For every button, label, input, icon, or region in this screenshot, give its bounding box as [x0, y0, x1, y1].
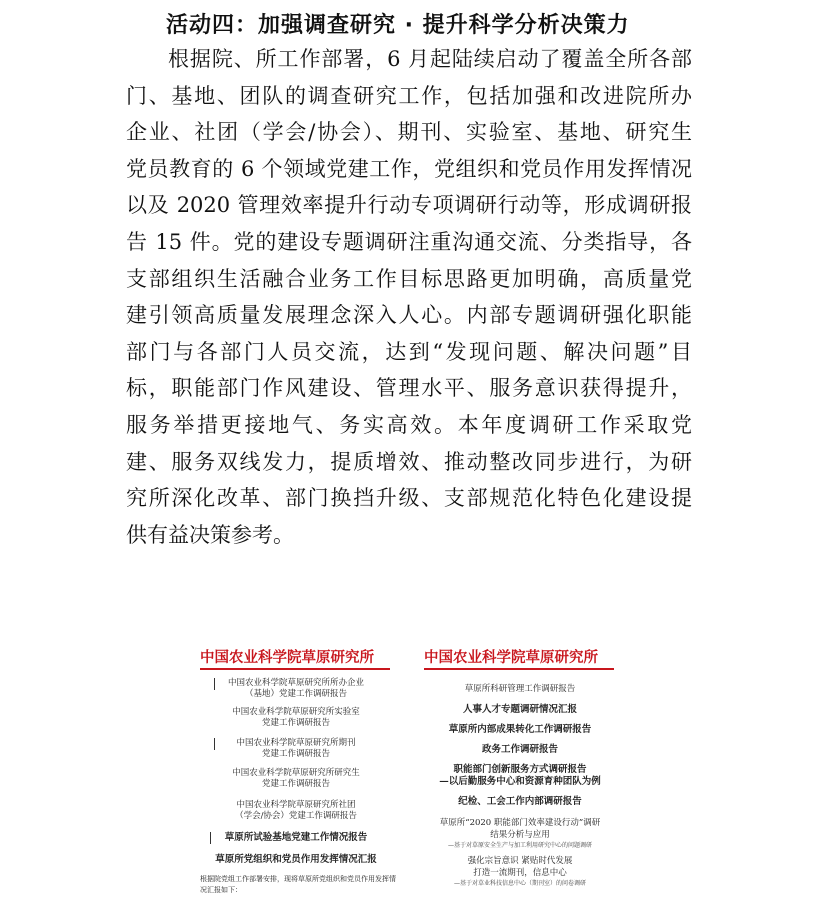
report-title-line: 中国农业科学院草原研究所研究生: [232, 768, 360, 778]
report-title-line: —基于对草业科技信息中心（期刊室）的问卷调研: [453, 880, 586, 887]
report-title-line: 职能部门创新服务方式调研报告: [453, 764, 587, 775]
cursor-bar: [210, 832, 211, 844]
report-title-line: 草原所试验基地党建工作情况报告: [224, 832, 368, 843]
report-title-line: —基于对草原安全生产与加工利用研究中心的问题调研: [447, 842, 592, 849]
paragraph-line: 建、服务双线发力，提质增效、推动整改同步进行，为研: [126, 449, 692, 474]
paragraph-line: 党员教育的 6 个领域党建工作，党组织和党员作用发挥情况: [126, 156, 692, 181]
report-title-line: 党建工作调研报告: [261, 779, 330, 789]
report-title-line: 中国农业科学院草原研究所期刊: [236, 738, 356, 748]
header-rule: [200, 668, 390, 670]
report-title-line: 党建工作调研报告: [261, 749, 330, 759]
report-title-line: 政务工作调研报告: [481, 744, 558, 755]
paragraph-line: 部门与各部门人员交流，达到“发现问题、解决问题”目: [126, 339, 692, 364]
paragraph-line: 究所深化改革、部门换挡升级、支部规范化特色化建设提: [126, 486, 692, 511]
paragraph-line: 支部组织生活融合业务工作目标思路更加明确，高质量党: [126, 266, 692, 291]
report-title-line: （学会/协会）党建工作调研报告: [235, 811, 357, 821]
report-title-line: 人事人才专题调研情况汇报: [462, 704, 577, 715]
report-title-line: 草原所内部成果转化工作调研报告: [448, 724, 592, 735]
paragraph-line: 根据院、所工作部署，6 月起陆续启动了覆盖全所各部: [168, 47, 692, 71]
report-title-line: 中国农业科学院草原研究所所办企业: [227, 678, 364, 688]
paragraph-line: 企业、社团（学会/协会）、期刊、实验室、基地、研究生: [126, 120, 692, 145]
report-title-line: —以后勤服务中心和资源育种团队为例: [439, 776, 601, 787]
paragraph-line: 服务举措更接地气、务实高效。本年度调研工作采取党: [126, 413, 692, 437]
report-title-line: 中国农业科学院草原研究所社团: [236, 800, 356, 810]
paragraph-line: 以及 2020 管理效率提升行动专项调研行动等，形成调研报: [126, 193, 692, 218]
report-title-line: 党建工作调研报告: [261, 718, 330, 728]
report-title-line: 打造一流期刊，信息中心: [473, 868, 567, 878]
paragraph-line: 标，职能部门作风建设、管理水平、服务意识获得提升，: [126, 376, 692, 401]
report-title-line: 草原所“2020 职能部门效率建设行动”调研: [439, 818, 601, 828]
report-cover-right: [420, 640, 620, 904]
cursor-bar: [214, 738, 215, 750]
report-title-line: 结果分析与应用: [490, 830, 550, 840]
report-title-line: 强化宗旨意识 紧贴时代发展: [467, 856, 573, 866]
header-rule: [424, 668, 614, 670]
paragraph-line: 门、基地、团队的调查研究工作，包括加强和改进院所办: [126, 83, 692, 108]
report-title-line: （基地）党建工作调研报告: [244, 689, 347, 699]
report-title-line: 中国农业科学院草原研究所实验室: [232, 707, 360, 717]
cursor-bar: [214, 678, 215, 690]
section-heading: 活动四：加强调查研究 · 提升科学分析决策力: [166, 13, 630, 38]
report-title-line: 根据院党组工作部署安排，现将草原所党组织和党员作用发挥情况汇报如下：: [200, 875, 396, 894]
report-title-line: 草原所党组织和党员作用发挥情况汇报: [215, 854, 377, 865]
institute-header: 中国农业科学院草原研究所: [200, 650, 374, 666]
institute-header: 中国农业科学院草原研究所: [424, 650, 598, 666]
report-title-line: 纪检、工会工作内部调研报告: [458, 796, 582, 807]
paragraph-line: 供有益决策参考。: [126, 522, 294, 547]
paragraph-line: 告 15 件。党的建设专题调研注重沟通交流、分类指导，各: [126, 230, 692, 254]
report-title-line: 草原所科研管理工作调研报告: [464, 684, 576, 694]
paragraph-line: 建引领高质量发展理念深入人心。内部专题调研强化职能: [126, 303, 692, 328]
report-cover-left: [196, 640, 396, 904]
